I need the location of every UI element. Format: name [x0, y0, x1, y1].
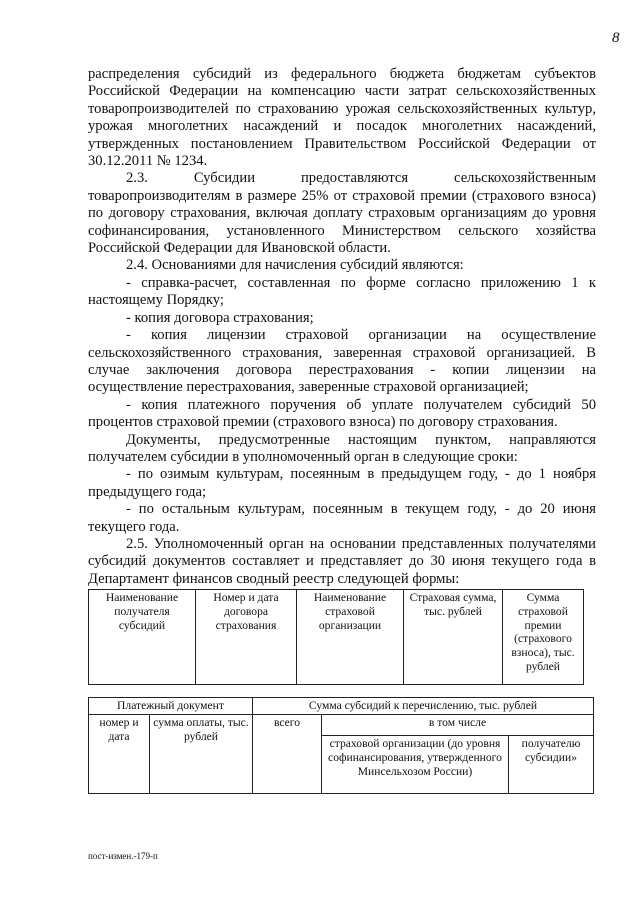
header-premium: Сумма страховой премии (страхового взноса), тыс. рублей [503, 590, 584, 685]
table-row [89, 698, 594, 715]
footer-code: пост-измен.-179-п [88, 851, 158, 861]
registry-table-1 [88, 589, 584, 685]
paragraph-2-3: 2.3. Субсидии предоставляются сельскохозяйственным товаропроизводителям в размере 25% от страховой премии (страхового взноса) по договору страхования, включая доплату страховым организациям до уровня софинансирования, установленного Министерством сельского хозяйства Российской Федерации для Ивановской области. [88, 170, 596, 257]
table-row [89, 714, 594, 736]
header-to-insurer: страховой организации (до уровня софинансирования, утвержденного Минсельхозом России) [322, 736, 509, 793]
table-row [89, 590, 584, 685]
header-subsidy-sum: Сумма субсидий к перечислению, тыс. рублей [253, 698, 594, 715]
list-item-other-crops: - по остальным культурам, посеянным в текущем году, - до 20 июня текущего года. [88, 501, 596, 535]
list-item-license-copy: - копия лицензии страховой организации на осуществление сельскохозяйственного страхования, заверенная страховой организацией. В случае заключения договора перестрахования - копии лицензии на осуществление перестрахования, заверенные страховой организацией; [88, 327, 596, 396]
header-insurer: Наименование страховой организации [297, 590, 404, 685]
list-item-calculation: - справка-расчет, составленная по форме согласно приложению 1 к настоящему Порядку; [88, 274, 596, 309]
header-recipient: Наименование получателя субсидий [89, 590, 196, 685]
header-insured-sum: Страховая сумма, тыс. рублей [404, 590, 503, 685]
registry-table-2 [88, 697, 594, 794]
header-contract: Номер и дата договора страхования [196, 590, 297, 685]
paragraph-2-5: 2.5. Уполномоченный орган на основании представленных получателями субсидий документов составляет и представляет до 30 июня текущего года в Департамент финансов сводный реестр следующей формы: [88, 535, 596, 587]
header-payment-sum: сумма оплаты, тыс. рублей [150, 714, 253, 793]
header-total: всего [253, 714, 322, 793]
list-item-payment-copy: - копия платежного поручения об уплате получателем субсидий 50 процентов страховой премии (страхового взноса) по договору страхования. [88, 396, 596, 431]
paragraph-2-4: 2.4. Основаниями для начисления субсидий являются: [126, 257, 464, 274]
list-item-contract-copy: - копия договора страхования; [126, 309, 314, 326]
page-number: 8 [612, 30, 620, 46]
paragraph-documents: Документы, предусмотренные настоящим пунктом, направляются получателем субсидии в уполномоченный орган в следующие сроки: [88, 431, 596, 465]
list-item-winter-crops: - по озимым культурам, посеянным в предыдущем году, - до 1 ноября предыдущего года; [88, 466, 596, 500]
header-payment-doc: Платежный документ [89, 698, 253, 715]
body-text [88, 66, 596, 588]
header-number-date: номер и дата [89, 714, 150, 793]
header-including: в том числе [322, 714, 594, 736]
header-to-recipient: получателю субсидии» [509, 736, 594, 793]
paragraph-continuation: распределения субсидий из федерального бюджета бюджетам субъектов Российской Федерации на компенсацию части затрат сельскохозяйственных товаропроизводителей по страхованию урожая сельскохозяйственных культур, урожая многолетних насаждений и посадок многолетних насаждений, утвержденных постановлением Правительством Российской Федерации от 30.12.2011 № 1234. [88, 66, 596, 170]
